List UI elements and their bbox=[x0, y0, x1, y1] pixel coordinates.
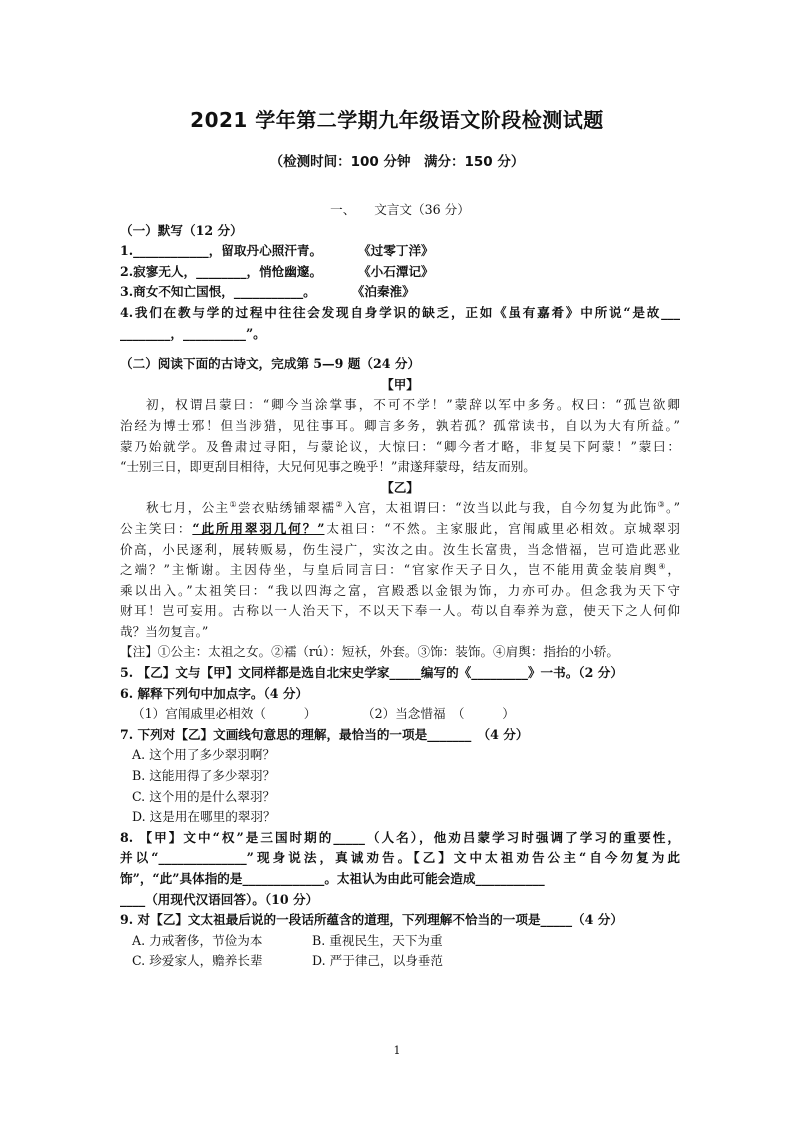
passage-jia-line: 初，权谓吕蒙曰：“卿今当涂掌事，不可不学！”蒙辞以军中多务。权曰：“孤岂欲卿 bbox=[146, 397, 680, 413]
underlined-sentence: “此所用翠羽几何？” bbox=[192, 520, 325, 536]
question-9: 9. 对【乙】文太祖最后说的一段话所蕴含的道理，下列理解不恰当的一项是_____（4 分） bbox=[120, 912, 623, 928]
passage-yi-line bbox=[120, 498, 680, 519]
passage-text: 。” bbox=[666, 500, 680, 516]
question-4-line-2: ________，__________”。 bbox=[120, 325, 266, 341]
note-marker: ③ bbox=[657, 500, 667, 510]
passage-text: ， bbox=[667, 562, 680, 578]
question-8-line-3: 饰”，“此”具体指的是_____________。太祖认为由此可能会造成___________ bbox=[120, 871, 545, 886]
question-8-line-1: 8. 【甲】文中“权”是三国时期的_____（人名），他劝吕蒙学习时强调了学习的重要性， bbox=[120, 829, 680, 845]
section-heading: 一、 文言文（36 分） bbox=[330, 202, 470, 217]
question-1-text: 1.____________，留取丹心照汗青。 bbox=[120, 243, 323, 259]
question-9-option: B. 重视民生，天下为重 bbox=[312, 932, 443, 948]
passage-text: 尝衣贴绣铺翠襦 bbox=[237, 500, 336, 516]
passage-jia-line: 蒙乃始就学。及鲁肃过寻阳，与蒙论议，大惊曰：“卿今者才略，非复吴下阿蒙！”蒙曰： bbox=[120, 438, 680, 454]
exam-title: 2021 学年第二学期九年级语文阶段检测试题 bbox=[190, 108, 604, 132]
question-2 bbox=[120, 262, 680, 283]
passage-yi-line: 哉？当勿复言。” bbox=[120, 623, 209, 639]
passage-text: 太祖曰：“不然。主家服此，宫闱戚里必相效。京城翠羽 bbox=[324, 520, 680, 536]
question-7-option: A. 这个用了多少翠羽啊？ bbox=[132, 747, 276, 763]
passage-yi-line: 乘以出入。”太祖笑曰：“我以四海之富，宫殿悉以金银为饰，力亦可办。但念我为天下守 bbox=[120, 582, 680, 598]
passage-text: 入宫，太祖谓曰：“汝当以此与我，自今勿复为此饰 bbox=[343, 500, 658, 516]
passage-yi-line bbox=[120, 560, 680, 581]
question-1-source: 《过零丁洋》 bbox=[358, 243, 434, 259]
passage-jia-label: 【甲】 bbox=[381, 376, 419, 392]
note-marker: ④ bbox=[658, 561, 668, 571]
passage-text: 秋七月，公主 bbox=[146, 500, 230, 516]
exam-content bbox=[120, 200, 680, 972]
annotation-note: 【注】①公主：太祖之女。②襦（rú）：短袄，外套。③饰：装饰。④肩舆：指抬的小轿。 bbox=[120, 644, 619, 660]
question-9-options bbox=[120, 931, 680, 952]
passage-yi-label: 【乙】 bbox=[381, 479, 419, 495]
spacer bbox=[120, 344, 680, 354]
question-6-items bbox=[120, 704, 680, 725]
question-7: 7. 下列对【乙】文画线句意思的理解，最恰当的一项是_______ （4 分） bbox=[120, 726, 529, 742]
passage-yi-line bbox=[120, 519, 680, 540]
note-marker: ① bbox=[229, 500, 238, 510]
question-9-option: A. 力戒奢侈，节俭为本 bbox=[132, 932, 263, 948]
passage-text: 之端？”主惭谢。主因侍坐，与皇后同言曰：“官家作天子日久，岂不能用黄金装肩舆 bbox=[120, 562, 659, 578]
question-6: 6. 解释下列句中加点字。（4 分） bbox=[120, 685, 309, 701]
question-7-option: B. 这能用得了多少翠羽？ bbox=[132, 768, 276, 784]
passage-yi-line: 财耳！岂可妄用。古称以一人治天下，不以天下奉一人。苟以自奉养为意，使天下之人何仰 bbox=[120, 603, 680, 619]
part2-heading: （二）阅读下面的古诗文，完成第 5—9 题（24 分） bbox=[120, 356, 421, 372]
question-6-item: （1）宫闱戚里必相效（ ） bbox=[132, 706, 317, 722]
question-9-option: C. 珍爱家人，赡养长辈 bbox=[132, 953, 263, 969]
question-9-options bbox=[120, 951, 680, 972]
question-5: 5. 【乙】文与【甲】文同样都是选自北宋史学家_____编写的《_________》一书。（2 分） bbox=[120, 665, 623, 681]
passage-jia-line: 治经为博士邪！但当涉猎，见往事耳。卿言多务，孰若孤？孤常读书，自以为大有所益。” bbox=[120, 417, 680, 433]
question-3-text: 3.商女不知亡国恨，___________。 bbox=[120, 284, 316, 300]
question-6-item: （2）当念惜福 （ ） bbox=[362, 706, 515, 722]
question-7-option: C. 这个用的是什么翠羽？ bbox=[132, 788, 276, 804]
question-3 bbox=[120, 282, 680, 303]
question-8-line-2: 并以“______________”现身说法，真诚劝告。【乙】文中太祖劝告公主“自今勿复为此 bbox=[120, 850, 680, 866]
note-marker: ② bbox=[335, 500, 344, 510]
question-8-line-4: ____（用现代汉语回答）。（10 分） bbox=[120, 891, 319, 907]
question-2-text: 2.寂寥无人，________，悄怆幽邃。 bbox=[120, 263, 323, 279]
passage-yi-line: 价高，小民逐利，展转贩易，伤生浸广，实汝之由。汝生长富贵，当念惜福，岂可造此恶业 bbox=[120, 541, 680, 557]
question-1 bbox=[120, 241, 680, 262]
part1-heading: （一）默写（12 分） bbox=[120, 222, 243, 238]
question-9-option: D. 严于律己，以身垂范 bbox=[312, 953, 443, 969]
question-7-option: D. 这是用在哪里的翠羽？ bbox=[132, 809, 276, 825]
question-2-source: 《小石潭记》 bbox=[358, 263, 434, 279]
exam-subtitle: （检测时间：100 分钟 满分：150 分） bbox=[269, 154, 525, 170]
question-4-line-1: 4.我们在教与学的过程中往往会发现自身学识的缺乏，正如《虽有嘉肴》中所说“是故___ bbox=[120, 304, 680, 320]
passage-jia-line: “士别三日，即更刮目相待，大兄何见事之晚乎！”肃遂拜蒙母，结友而别。 bbox=[120, 459, 536, 475]
passage-text: 公主笑曰： bbox=[120, 520, 193, 536]
page-number: 1 bbox=[393, 1044, 401, 1057]
question-3-source: 《泊秦淮》 bbox=[351, 284, 415, 300]
